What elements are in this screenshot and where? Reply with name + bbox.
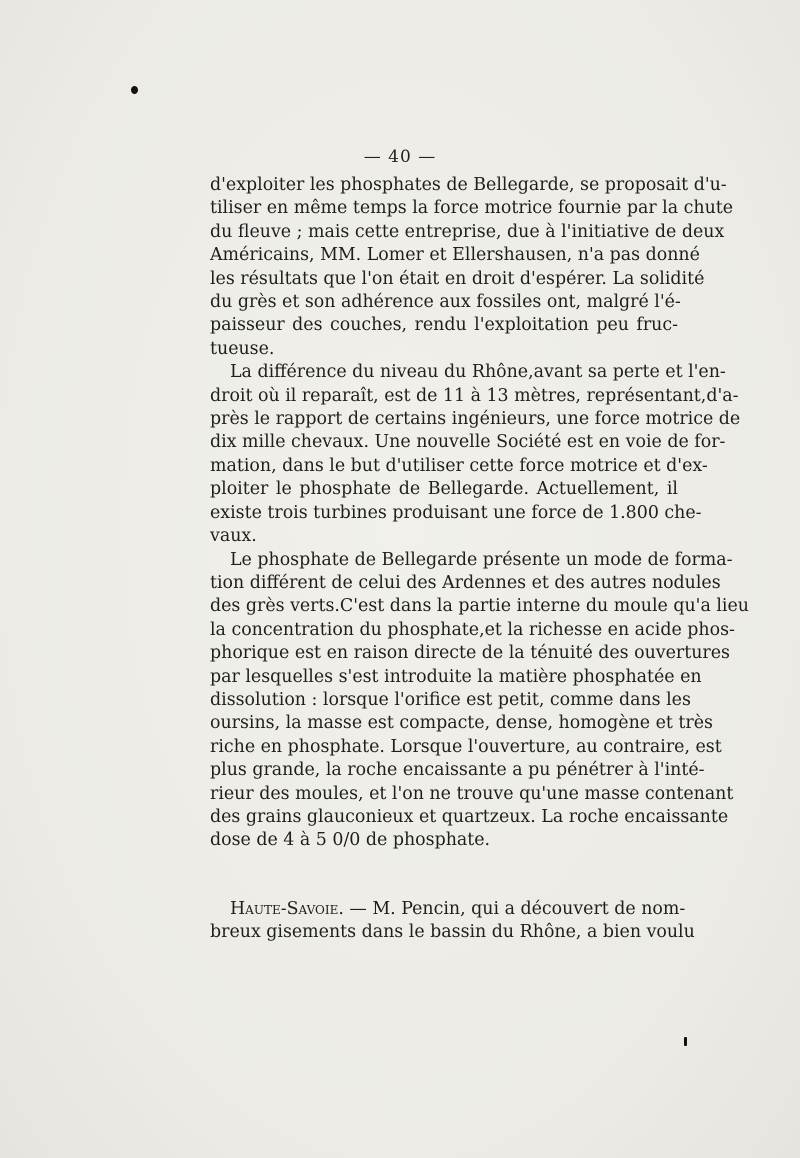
text-line: phorique est en raison directe de la ténuité des ouvertures — [210, 643, 730, 664]
text-line: existe trois turbines produisant une force de 1.800 che- — [210, 502, 702, 523]
text-line: tiliser en même temps la force motrice fournie par la chute — [210, 198, 734, 219]
text-line: droit où il reparaît, est de 11 à 13 mètres, représentant,d'a- — [210, 385, 739, 406]
text-line: d'exploiter les phosphates de Bellegarde, se proposait d'u- — [210, 175, 727, 195]
text-line: Le phosphate de Bellegarde présente un mode de forma- — [230, 549, 733, 570]
text-line: dose de 4 à 5 0/0 de phosphate. — [210, 830, 491, 851]
text-line: ploiter le phosphate de Bellegarde. Actuellement, il — [210, 479, 678, 500]
page-number: — 40 — — [363, 147, 437, 167]
text-line: plus grande, la roche encaissante a pu pénétrer à l'inté- — [210, 760, 705, 781]
paragraph-3 — [210, 549, 749, 853]
text-line: la concentration du phosphate,et la richesse en acide phos- — [210, 619, 735, 640]
text-line: des grès verts.C'est dans la partie interne du moule qu'a lieu — [210, 596, 749, 617]
text-line: dissolution : lorsque l'orifice est petit, comme dans les — [210, 689, 691, 710]
text-line: paisseur des couches, rendu l'exploitation peu fruc- — [210, 315, 678, 336]
text-line: vaux. — [210, 526, 257, 547]
ink-mark — [684, 1037, 687, 1046]
text-line: par lesquelles s'est introduite la matière phosphatée en — [210, 666, 702, 687]
text-line: oursins, la masse est compacte, dense, homogène et très — [210, 713, 713, 734]
text-line: mation, dans le but d'utiliser cette force motrice et d'ex- — [210, 455, 708, 476]
text-line: les résultats que l'on était en droit d'espérer. La solidité — [210, 268, 705, 289]
text-line: du grès et son adhérence aux fossiles ont, malgré l'é- — [210, 292, 681, 313]
text-line: rieur des moules, et l'on ne trouve qu'une masse contenant — [210, 783, 734, 804]
text-line: riche en phosphate. Lorsque l'ouverture, au contraire, est — [210, 736, 722, 757]
section-text: — M. Pencin, qui a découvert de nom- — [349, 899, 686, 919]
text-line: près le rapport de certains ingénieurs, une force motrice de — [210, 409, 741, 430]
text-line: La différence du niveau du Rhône,avant sa perte et l'en- — [230, 362, 726, 383]
text-line: tueuse. — [210, 338, 275, 359]
ink-speck — [131, 86, 138, 94]
paragraph-1 — [210, 174, 734, 361]
section-heading: Haute-Savoie. — [230, 899, 344, 919]
section-haute-savoie — [210, 898, 695, 945]
text-line: breux gisements dans le bassin du Rhône, a bien voulu — [210, 922, 695, 943]
text-line: Américains, MM. Lomer et Ellershausen, n'a pas donné — [210, 245, 700, 266]
paragraph-2 — [210, 361, 741, 548]
text-line: des grains glauconieux et quartzeux. La roche encaissante — [210, 806, 729, 827]
text-line: tion différent de celui des Ardennes et des autres nodules — [210, 572, 721, 593]
text-line: du fleuve ; mais cette entreprise, due à l'initiative de deux — [210, 221, 725, 242]
text-line — [210, 898, 686, 921]
body-text — [210, 174, 749, 853]
text-line: dix mille chevaux. Une nouvelle Société est en voie de for- — [210, 432, 726, 453]
